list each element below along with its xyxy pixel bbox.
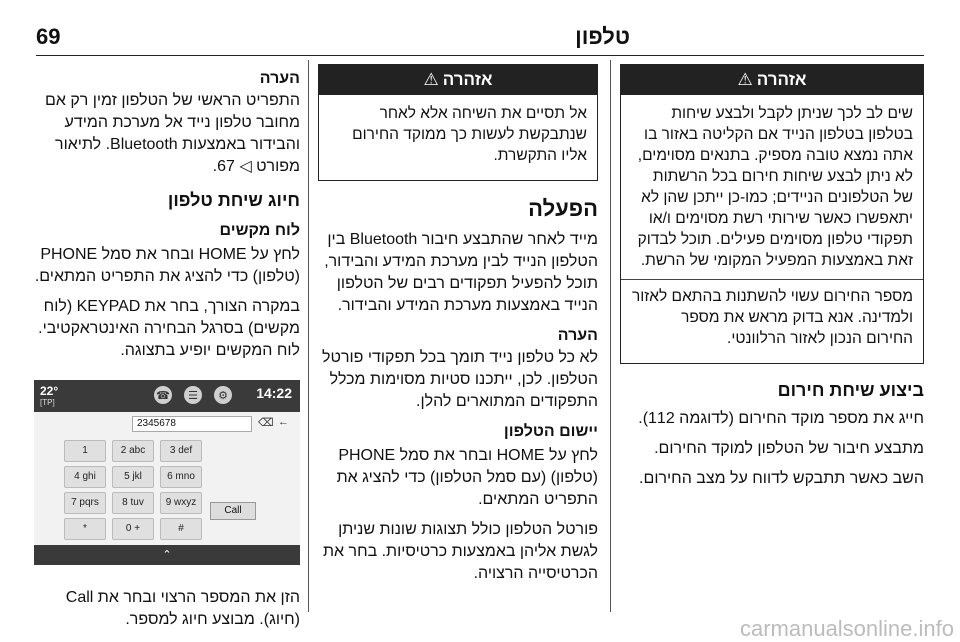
heading-phone-app: יישום הטלפון [503, 423, 598, 440]
keypad-key: 0 + [112, 518, 154, 540]
keypad-key: 4 ghi [64, 466, 106, 488]
note-text: לא כל טלפון נייד תומך בכל תפקודי פורטל הטלפון. לכן, ייתכנו סטיות מסוימות מכלל התפקודים המתוארים להלן. [322, 349, 598, 410]
heading-operation: הפעלה [528, 196, 598, 221]
column-divider-right [610, 60, 611, 612]
paragraph: השב כאשר תתבקש לדווח על מצב החירום. [639, 470, 924, 487]
warning-separator [621, 279, 923, 280]
warning-text-2: מספר החירום עשוי להשתנות בהתאם לאזור ולמדינה. אנא בדוק מראש את מספר החירום הנכון לאזור הרלוונטי. [631, 288, 913, 347]
temperature-display: 22° [40, 384, 59, 398]
number-input: 2345678 [132, 416, 252, 432]
paragraph: פורטל הטלפון כולל תצוגות שונות שניתן לגשת אליהן באמצעות כרטיסיות. בחר את הכרטיסייה הרצויה. [322, 521, 598, 582]
keypad-key: 7 pqrs [64, 492, 106, 514]
warning-triangle-icon: ⚠ [737, 70, 753, 89]
warning-box [620, 64, 924, 364]
paragraph: מתבצע חיבור של הטלפון למוקד החירום. [654, 440, 924, 457]
warning-box [318, 64, 598, 181]
paragraph: לחץ על HOME ובחר את סמל PHONE (טלפון) כדי להציג את התפריט המתאים. [34, 246, 300, 285]
watermark: carmanualsonline.info [739, 616, 954, 641]
call-button: Call [210, 502, 256, 520]
keypad-grid [64, 440, 214, 540]
page-footer [0, 612, 960, 642]
keypad-key: 8 tuv [112, 492, 154, 514]
warning-text: אל תסיים את השיחה אלא לאחר שנתבקשת לעשות כך ממוקד החירום אליו התקשרת. [352, 105, 587, 164]
heading-dialing: חיוג שיחת טלפון [167, 190, 300, 210]
warning-header [621, 65, 923, 95]
keypad-key: * [64, 518, 106, 540]
keypad-screenshot [34, 380, 300, 565]
clock-display: 14:22 [256, 385, 292, 401]
middle-column [318, 64, 598, 593]
keypad-key: # [160, 518, 202, 540]
keypad-key: 2 abc [112, 440, 154, 462]
paragraph: חייג את מספר מוקד החירום (לדוגמה 112). [638, 410, 924, 427]
screen-bottom-bar: ⌃ [34, 545, 300, 565]
section-title: טלפון [575, 24, 630, 49]
header-rule [36, 55, 924, 56]
backspace-icon: ⌫ [258, 417, 274, 429]
page-header [0, 0, 960, 60]
note-title: הערה [259, 70, 300, 87]
right-column [620, 64, 924, 498]
contacts-icon: ☰ [184, 386, 202, 404]
phone-icon: ☎ [154, 386, 172, 404]
heading-keypad: לוח מקשים [219, 222, 300, 239]
paragraph: מייד לאחר שהתבצע חיבור Bluetooth בין הטלפון הנייד לבין מערכת המידע והבידור, תוכל להפעיל תפקודים רבים של הטלפון הנייד באמצעות מערכת המידע והבידור. [324, 231, 598, 314]
note-text: התפריט הראשי של הטלפון זמין רק אם מחובר טלפון נייד אל מערכת המידע והבידור באמצעות Bluetooth. לתיאור מפורט ◁ 67. [44, 92, 300, 175]
warning-text: שים לב לכך שניתן לקבל ולבצע שיחות בטלפון בטלפון הנייד אם הקליטה באזור בו אתה נמצא טובה מספיק. בתנאים מסוימים, לא ניתן לבצע שיחות חירום בכל הרשתות של הטלפונים הניידים; כמו-כן ייתכן שהן לא יתאפשרו כאשר שירותי רשת מסוימים ו/או תפקודי טלפון מסוימים פעילים. תוכל לבדוק זאת באמצעות המפעיל המקומי של הרשת. [637, 105, 913, 269]
warning-header [319, 65, 597, 95]
screen-status-bar [34, 380, 300, 412]
left-column [34, 64, 300, 639]
paragraph: הזן את המספר הרצוי ובחר את Call (חיוג). מבוצע חיוג למספר. [65, 589, 300, 628]
keypad-key: 9 wxyz [160, 492, 202, 514]
tp-indicator: [TP] [40, 398, 55, 407]
note-title: הערה [557, 327, 598, 344]
heading-emergency-call: ביצוע שיחת חירום [777, 380, 924, 400]
keypad-key: 1 [64, 440, 106, 462]
keypad-key: 6 mno [160, 466, 202, 488]
keypad-key: 3 def [160, 440, 202, 462]
warning-triangle-icon: ⚠ [423, 70, 439, 89]
column-divider-left [308, 60, 309, 612]
settings-icon: ⚙ [214, 386, 232, 404]
warning-title: אזהרה [756, 70, 807, 89]
paragraph: במקרה הצורך, בחר את KEYPAD (לוח מקשים) בסרגל הבחירה האינטראקטיבי. לוח המקשים יופיע בתצוגה. [38, 298, 300, 359]
back-arrow-icon: ← [278, 416, 289, 428]
page-number: 69 [36, 24, 61, 49]
warning-title: אזהרה [442, 70, 493, 89]
paragraph: לחץ על HOME ובחר את סמל PHONE (טלפון) (עם סמל הטלפון) כדי להציג את התפריט המתאים. [336, 447, 598, 508]
keypad-key: 5 jkl [112, 466, 154, 488]
